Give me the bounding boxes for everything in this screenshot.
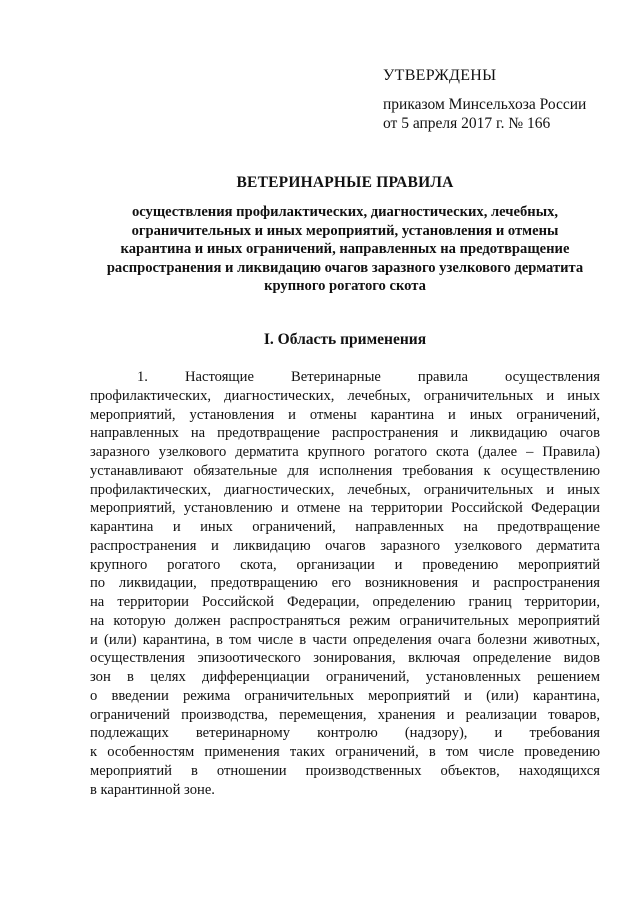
paragraph-line: осуществления эпизоотического зонирования, включая определение видов [90,650,600,667]
section-heading: I. Область применения [263,331,427,348]
paragraph-line: профилактических, диагностических, лечебных, ограничительных и иных [90,387,600,404]
document-title: ВЕТЕРИНАРНЫЕ ПРАВИЛА [236,174,454,191]
subtitle-line: карантина и иных ограничений, направленных на предотвращение [120,241,570,258]
paragraph-line: ограничений производства, перемещения, хранения и реализации товаров, [90,706,600,723]
paragraph-line: направленных на предотвращение распространения и ликвидацию очагов [90,425,600,442]
document-subtitle [90,203,600,296]
paragraph-line: на территории Российской Федерации, определению границ территории, [90,594,600,610]
paragraph-line: профилактических, диагностических, лечебных, ограничительных и иных [90,481,600,498]
paragraph-line: заразного узелкового дерматита крупного рогатого скота (далее – Правила) [90,444,600,460]
paragraph-line: на которую должен распространяться режим ограничительных мероприятий [90,612,600,629]
approval-line: приказом Минсельхоза России [383,96,587,113]
paragraph-line: по ликвидации, предотвращению его возникновения и распространения [90,575,600,592]
paragraph-line: мероприятий, установления и отмены карантина и иных ограничений, [90,406,600,423]
paragraph-line: мероприятий в отношении производственных объектов, находящихся [90,762,600,779]
approval-title: УТВЕРЖДЕНЫ [383,67,497,84]
paragraph-line: о введении режима ограничительных мероприятий и (или) карантина, [90,687,600,704]
paragraph-line: крупного рогатого скота, организации и проведению мероприятий [90,556,600,573]
paragraph-line: и (или) карантина, в том числе в части определения очага болезни животных, [90,631,600,648]
paragraph-line: мероприятий, установлению и отмене на территории Российской Федерации [90,500,600,517]
paragraph-line: к особенностям применения таких ограничений, в том числе проведению [90,744,600,760]
paragraph-line: подлежащих ветеринарному контролю (надзору), и требования [90,725,600,742]
section-paragraph [90,368,600,799]
subtitle-line: осуществления профилактических, диагностических, лечебных, [131,204,559,220]
approval-line: от 5 апреля 2017 г. № 166 [383,115,551,132]
paragraph-line: устанавливают обязательные для исполнения требования к осуществлению [90,462,600,479]
subtitle-line: распространения и ликвидацию очагов заразного узелкового дерматита [106,259,584,276]
subtitle-line: крупного рогатого скота [264,278,426,295]
paragraph-line: 1. Настоящие Ветеринарные правила осуществления [137,369,600,385]
paragraph-line: карантина и иных ограничений, направленных на предотвращение [90,519,600,535]
approval-block [383,66,623,133]
subtitle-line: ограничительных и иных мероприятий, установления и отмены [131,222,559,239]
paragraph-line: распространения и ликвидацию очагов заразного узелкового дерматита [90,537,600,554]
paragraph-line: в карантинной зоне. [90,781,215,798]
paragraph-line: зон в целях дифференциации ограничений, установленных решением [90,669,600,685]
